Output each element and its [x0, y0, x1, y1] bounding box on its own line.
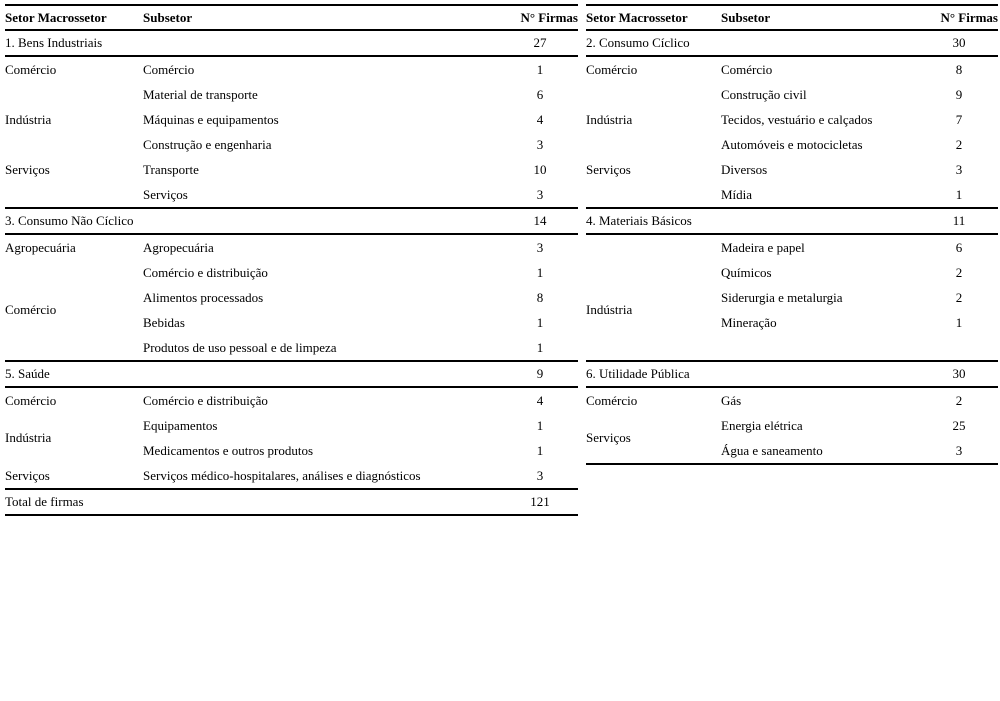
- total-row: [5, 488, 578, 516]
- firm-count-cell: 10: [533, 161, 547, 177]
- subsector-cell: Transporte: [143, 161, 199, 177]
- subsector-cell: Alimentos processados: [143, 289, 264, 305]
- macrosector-cell: Indústria: [586, 111, 633, 127]
- table-row: [5, 335, 578, 360]
- table-row: [5, 413, 578, 445]
- table-row: [5, 57, 578, 82]
- total-value: 121: [530, 494, 550, 509]
- table-row: [586, 235, 998, 260]
- subsector-cell: Serviços médico-hospitalares, análises e diagnósticos: [143, 467, 421, 483]
- table-row: [586, 182, 998, 207]
- firm-count-cell: 8: [536, 289, 544, 305]
- section-rows: [5, 235, 578, 360]
- table-row: [5, 285, 578, 317]
- column-header-row: [586, 6, 998, 31]
- subsector-cell: Gás: [721, 392, 742, 408]
- spacer-row: [586, 335, 998, 360]
- section-title: 1. Bens Industriais: [5, 35, 103, 50]
- section-total: 14: [533, 213, 547, 228]
- firm-count-cell: 4: [536, 392, 544, 408]
- macrosector-cell: Comércio: [5, 392, 57, 408]
- firm-count-cell: 1: [536, 314, 544, 330]
- macrosector-cell: Comércio: [5, 61, 57, 77]
- subsector-cell: Químicos: [721, 264, 772, 280]
- subsector-cell: Bebidas: [143, 314, 185, 330]
- firm-count-cell: 1: [536, 61, 544, 77]
- macrosector-cell: Agropecuária: [5, 239, 76, 255]
- table-row: [586, 388, 998, 413]
- section-header-row: [586, 207, 998, 235]
- subsector-cell: Mineração: [721, 314, 777, 330]
- table-row: [5, 182, 578, 207]
- subsector-cell: Equipamentos: [143, 417, 218, 433]
- subsector-cell: Comércio e distribuição: [143, 264, 268, 280]
- macrosector-cell: Indústria: [5, 429, 52, 445]
- section-rows: [586, 235, 998, 360]
- table-row: [586, 285, 998, 317]
- subsector-cell: Máquinas e equipamentos: [143, 111, 279, 127]
- table-row: [5, 235, 578, 260]
- section-total: 11: [952, 213, 966, 228]
- firm-count-cell: 2: [955, 136, 963, 152]
- macrosector-cell: Indústria: [586, 301, 633, 317]
- table-row: [5, 388, 578, 413]
- firm-count-cell: 9: [955, 86, 963, 102]
- section-header-row: [5, 207, 578, 235]
- macrosector-cell: Comércio: [586, 61, 638, 77]
- subsector-cell: Automóveis e motocicletas: [721, 136, 863, 152]
- column-header-row: [5, 6, 578, 31]
- macrosector-cell: Comércio: [5, 301, 57, 317]
- table-row: [5, 107, 578, 132]
- macrosector-cell: Serviços: [586, 429, 631, 445]
- macrosector-cell: Comércio: [586, 392, 638, 408]
- firm-count-cell: 1: [536, 442, 544, 458]
- header-subsetor: Subsetor: [143, 9, 193, 25]
- table-row: [5, 157, 578, 182]
- subsector-cell: Medicamentos e outros produtos: [143, 442, 314, 458]
- section-total: 9: [536, 366, 544, 381]
- firm-count-cell: 3: [536, 239, 544, 255]
- subsector-cell: Comércio e distribuição: [143, 392, 268, 408]
- subsector-cell: Serviços: [143, 186, 188, 202]
- subsector-cell: Material de transporte: [143, 86, 258, 102]
- subsector-cell: Construção e engenharia: [143, 136, 272, 152]
- subsector-cell: Agropecuária: [143, 239, 214, 255]
- subsector-cell: Comércio: [721, 61, 773, 77]
- firm-count-cell: 1: [536, 339, 544, 355]
- header-setor-macrossetor: Setor Macrossetor: [586, 9, 688, 25]
- firm-count-cell: 25: [952, 417, 966, 433]
- table-row: [586, 157, 998, 182]
- section-header-row: [586, 31, 998, 57]
- section-rows: [586, 388, 998, 465]
- table-row: [586, 132, 998, 157]
- firm-count-cell: 3: [955, 442, 963, 458]
- total-label: Total de firmas: [5, 494, 84, 509]
- table-row: [5, 260, 578, 285]
- firm-count-cell: 4: [536, 111, 544, 127]
- section-header-row: [5, 31, 578, 57]
- firm-count-cell: 6: [536, 86, 544, 102]
- table-row: [5, 82, 578, 107]
- firm-count-cell: 1: [955, 314, 963, 330]
- firm-count-cell: 2: [955, 289, 963, 305]
- section-title: 3. Consumo Não Cíclico: [5, 213, 134, 228]
- firm-count-cell: 1: [536, 417, 544, 433]
- subsector-cell: Tecidos, vestuário e calçados: [721, 111, 873, 127]
- subsector-cell: Siderurgia e metalurgia: [721, 289, 843, 305]
- table-row: [586, 107, 998, 132]
- firm-count-cell: 1: [536, 264, 544, 280]
- macrosector-cell: Serviços: [586, 161, 631, 177]
- section-total: 30: [952, 35, 966, 50]
- subsector-cell: Comércio: [143, 61, 195, 77]
- table-row: [5, 132, 578, 157]
- header-subsetor: Subsetor: [721, 9, 771, 25]
- section-header-row: [586, 360, 998, 388]
- firm-count-cell: 3: [955, 161, 963, 177]
- section-title: 4. Materiais Básicos: [586, 213, 692, 228]
- firm-count-cell: 2: [955, 392, 963, 408]
- firm-count-cell: 7: [955, 111, 963, 127]
- section-rows: [5, 388, 578, 488]
- firm-count-cell: 8: [955, 61, 963, 77]
- subsector-cell: Água e saneamento: [721, 442, 823, 458]
- section-title: 5. Saúde: [5, 366, 50, 381]
- subsector-cell: Mídia: [721, 186, 753, 202]
- right-sections: [586, 31, 998, 465]
- subsector-cell: Produtos de uso pessoal e de limpeza: [143, 339, 337, 355]
- firm-count-cell: 3: [536, 186, 544, 202]
- section-total: 30: [952, 366, 966, 381]
- table-row: [586, 57, 998, 82]
- header-n-firmas: N° Firmas: [520, 9, 578, 25]
- firm-count-cell: 1: [955, 186, 963, 202]
- header-n-firmas: N° Firmas: [940, 9, 998, 25]
- left-sections: [5, 31, 578, 488]
- firm-count-cell: 3: [536, 136, 544, 152]
- macrosector-cell: Serviços: [5, 161, 50, 177]
- macrosector-cell: Serviços: [5, 467, 50, 483]
- table-right-half: [586, 4, 998, 516]
- table-row: [586, 260, 998, 285]
- table-left-half: [5, 4, 578, 516]
- macrosector-cell: Indústria: [5, 111, 52, 127]
- section-title: 6. Utilidade Pública: [586, 366, 690, 381]
- section-rows: [5, 57, 578, 207]
- subsector-cell: Diversos: [721, 161, 768, 177]
- subsector-cell: Construção civil: [721, 86, 807, 102]
- subsector-cell: Energia elétrica: [721, 417, 803, 433]
- table-row: [586, 82, 998, 107]
- section-rows: [586, 57, 998, 207]
- section-title: 2. Consumo Cíclico: [586, 35, 690, 50]
- table-row: [5, 463, 578, 488]
- firm-count-cell: 2: [955, 264, 963, 280]
- section-total: 27: [533, 35, 547, 50]
- firm-count-cell: 6: [955, 239, 963, 255]
- header-setor-macrossetor: Setor Macrossetor: [5, 9, 107, 25]
- section-header-row: [5, 360, 578, 388]
- subsector-cell: Madeira e papel: [721, 239, 805, 255]
- table-row: [586, 413, 998, 445]
- firm-count-cell: 3: [536, 467, 544, 483]
